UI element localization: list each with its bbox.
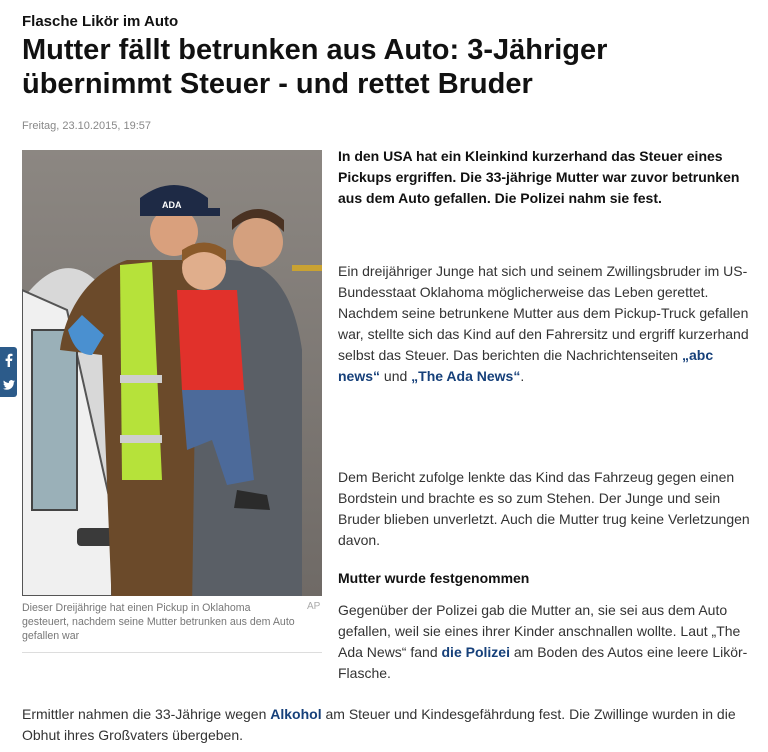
paragraph-text: Gegenüber der Polizei gab die Mutter an, sie sei aus dem Auto gefallen, weil sie eines ihrer Kinder anschnallen wollte. Laut „The Ada News“ fand: [338, 602, 741, 660]
photo-illustration: [22, 150, 322, 596]
photo-credit: AP: [307, 601, 321, 612]
paragraph-text: am Boden des Autos eine leere Likör-Flasche.: [338, 644, 748, 681]
facebook-icon: [4, 353, 13, 367]
article-kicker: Flasche Likör im Auto: [22, 13, 179, 30]
article-paragraph-2: Dem Bericht zufolge lenkte das Kind das Fahrzeug gegen einen Bordstein und brachte es so zum Stehen. Der Junge und sein Bruder blieben unverletzt. Auch die Mutter trug keine Verletzungen davon.: [338, 469, 750, 548]
paragraph-text: Ermittler nahmen die 33-Jährige wegen: [22, 706, 271, 722]
paragraph-text: am Steuer und Kindesgefährdung fest. Die Zwillinge wurden in die Obhut ihres Großvaters übergeben.: [22, 706, 736, 743]
article-lead: In den USA hat ein Kleinkind kurzerhand das Steuer eines Pickups ergriffen. Die 33-jährige Mutter war zuvor betrunken aus dem Auto gefallen. Die Polizei nahm sie fest.: [338, 148, 740, 206]
article-date: Freitag, 23.10.2015, 19:57: [22, 120, 152, 132]
twitter-share-button[interactable]: [0, 372, 17, 397]
photo-caption: Dieser Dreijährige hat einen Pickup in Oklahoma gesteuert, nachdem seine Mutter betrunken aus dem Auto gefallen war: [22, 602, 295, 642]
article-paragraph-1: [338, 261, 750, 387]
paragraph-text: und: [380, 368, 412, 384]
article-subheading: Mutter wurde festgenommen: [338, 570, 530, 586]
article-paragraph-3: [338, 600, 750, 684]
twitter-icon: [3, 380, 15, 390]
caption-divider: [22, 652, 322, 653]
alkohol-link[interactable]: Alkohol: [270, 706, 322, 722]
cap-text: ADA: [162, 200, 182, 210]
paragraph-text: .: [520, 368, 525, 384]
facebook-share-button[interactable]: [0, 347, 17, 372]
paragraph-text: Ein dreijähriger Junge hat sich und seinem Zwillingsbruder im US-Bundesstaat Oklahoma möglicherweise das Leben gerettet. Nachdem seine betrunkene Mutter aus dem Pickup-Truck gefallen war, stellte sich das Kind auf den Fahrersitz und ergriff kurzerhand selbst das Steuer. Das berichten die Nachrichtenseiten: [338, 263, 749, 363]
ada-news-link[interactable]: „The Ada News“: [411, 368, 521, 384]
article-headline: Mutter fällt betrunken aus Auto: 3-Jähriger übernimmt Steuer - und rettet Bruder: [22, 34, 608, 100]
article-paragraph-4: [22, 704, 752, 746]
article-photo[interactable]: [22, 150, 322, 596]
polizei-link[interactable]: die Polizei: [441, 644, 510, 660]
abc-news-link[interactable]: „abc news“: [338, 347, 714, 384]
